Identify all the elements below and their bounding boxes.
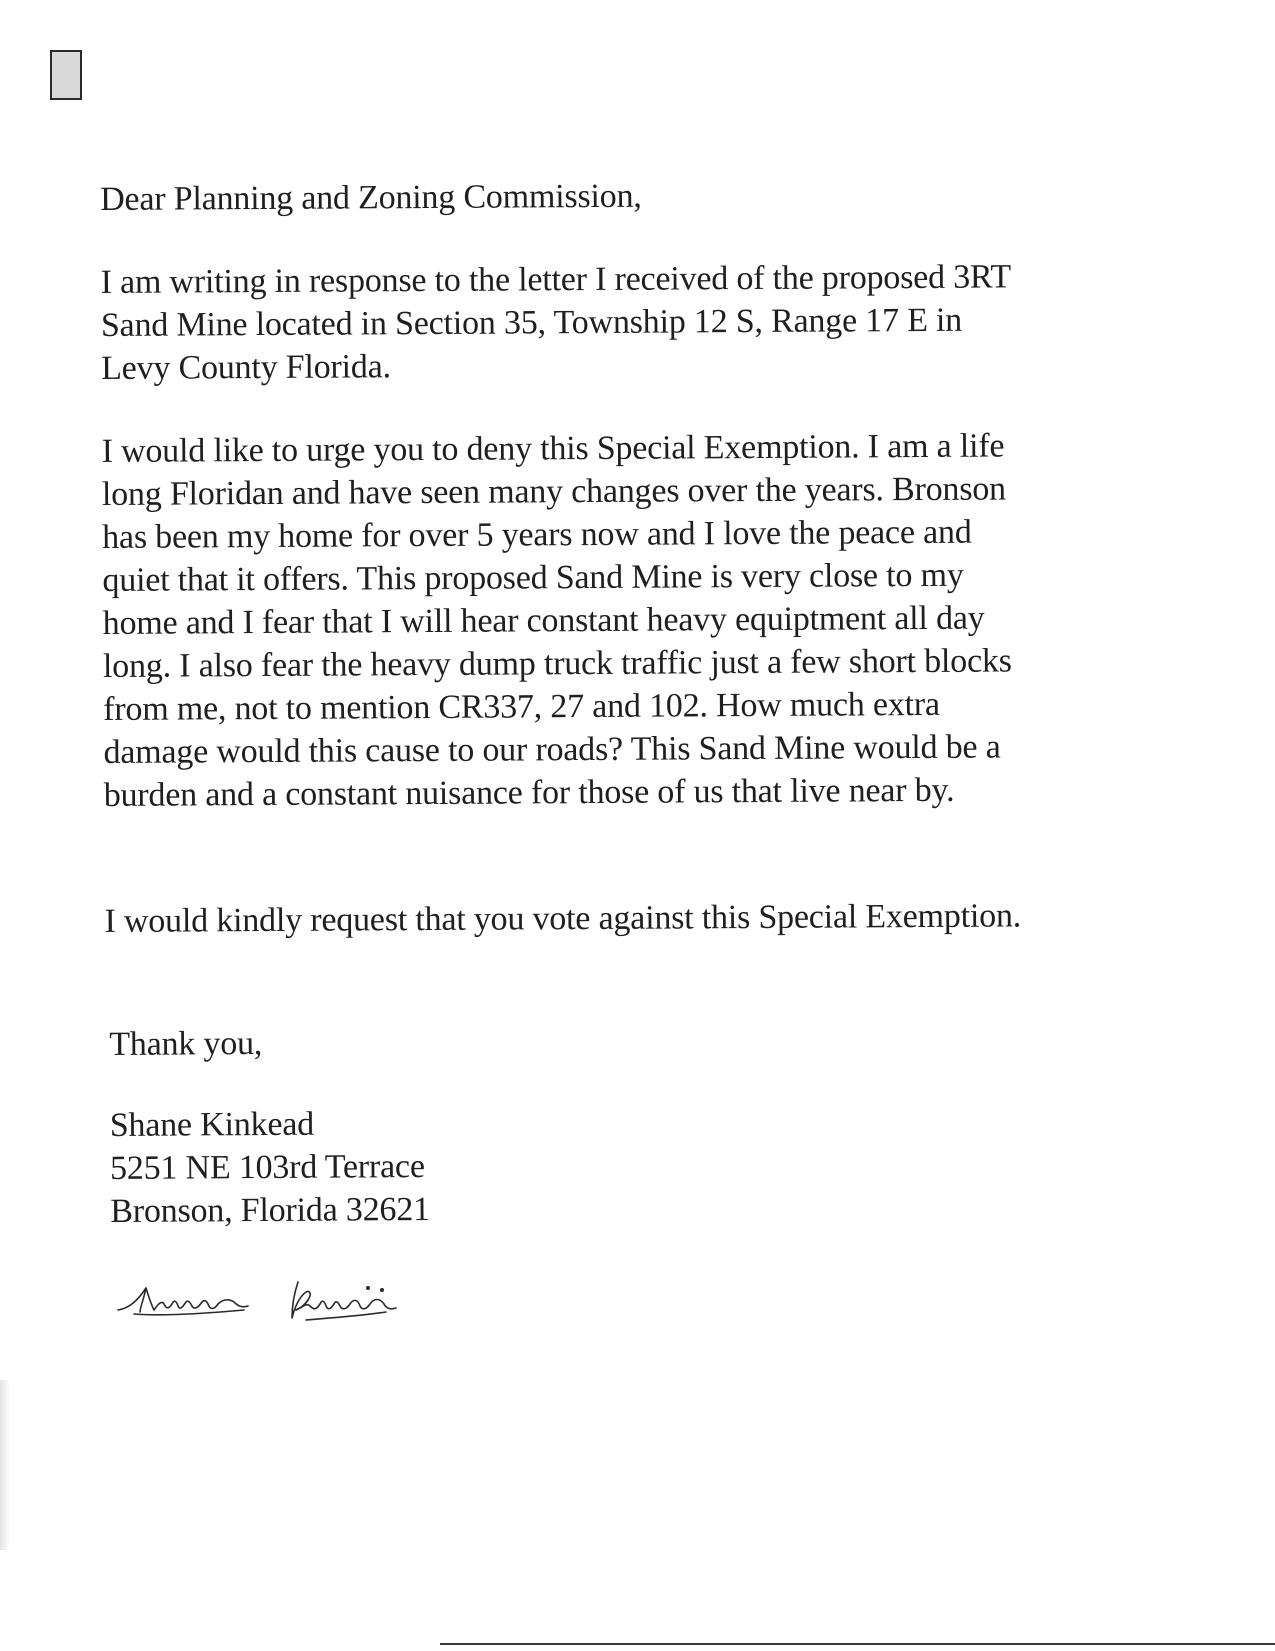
bottom-rule <box>440 1643 1275 1645</box>
paragraph-2-line: I would like to urge you to deny this Special Exemption. I am a life <box>101 427 1005 470</box>
paragraph-2-line: long Floridan and have seen many changes over the years. Bronson <box>101 470 1007 513</box>
handwritten-signature-icon <box>110 1270 450 1360</box>
sender-city-state-zip: Bronson, Florida 32621 <box>110 1191 430 1230</box>
paragraph-2-line: has been my home for over 5 years now and I love the peace and <box>102 513 972 556</box>
paragraph-1-line: I am writing in response to the letter I received of the proposed 3RT <box>100 258 1012 301</box>
corner-box-mark <box>50 50 82 100</box>
salutation: Dear Planning and Zoning Commission, <box>100 177 642 218</box>
paragraph-2-line: from me, not to mention CR337, 27 and 102. How much extra <box>103 685 940 728</box>
paragraph-1-line: Levy County Florida. <box>101 348 391 387</box>
paragraph-3: I would kindly request that you vote against this Special Exemption. <box>104 897 1022 940</box>
paragraph-1-line: Sand Mine located in Section 35, Township 12 S, Range 17 E in <box>100 301 963 344</box>
paragraph-2 <box>102 424 1164 817</box>
paragraph-1 <box>101 255 1162 390</box>
sender-address-block <box>110 1098 1167 1233</box>
paragraph-2-line: burden and a constant nuisance for those of us that live near by. <box>103 771 955 814</box>
scan-edge-shadow <box>0 1380 10 1550</box>
paragraph-2-line: home and I fear that I will hear constant heavy equiptment all day <box>102 599 985 642</box>
paragraph-2-line: damage would this cause to our roads? This Sand Mine would be a <box>103 728 1001 771</box>
closing: Thank you, <box>109 1025 263 1063</box>
paragraph-2-line: quiet that it offers. This proposed Sand Mine is very close to my <box>102 556 964 599</box>
paragraph-2-line: long. I also fear the heavy dump truck traffic just a few short blocks <box>102 642 1012 685</box>
sender-name: Shane Kinkead <box>109 1105 315 1144</box>
sender-street: 5251 NE 103rd Terrace <box>109 1148 425 1187</box>
letter-body <box>100 172 1166 1233</box>
